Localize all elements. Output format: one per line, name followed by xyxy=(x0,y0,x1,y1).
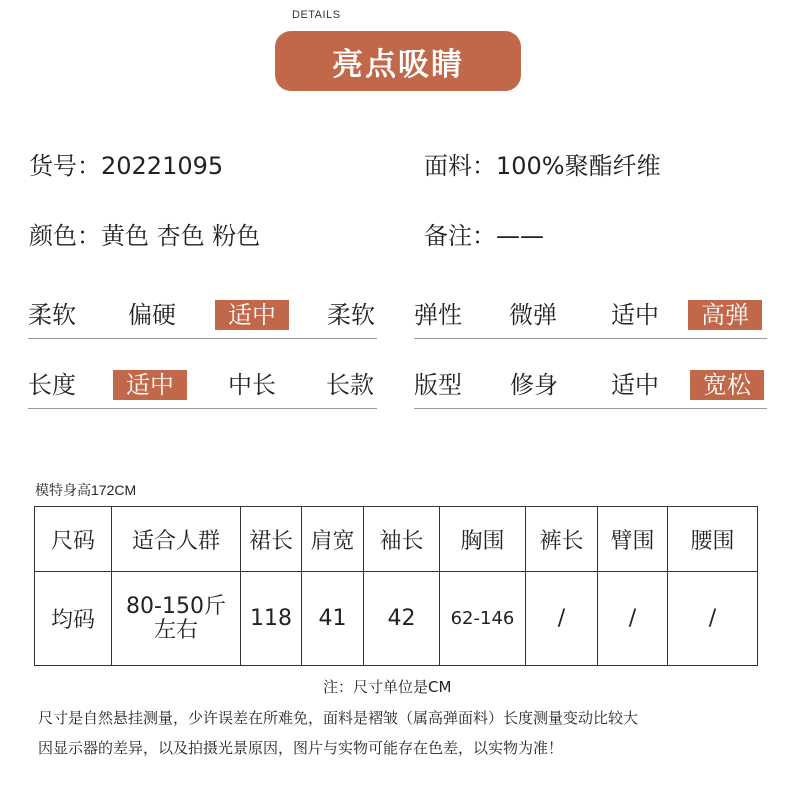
disclaimer-line-1: 尺寸是自然悬挂测量，少许误差在所难免，面料是褶皱（属高弹面料）长度测量变动比较大 xyxy=(38,709,639,727)
header-shoulder-width: 肩宽 xyxy=(302,507,364,572)
header-skirt-length: 裙长 xyxy=(241,507,302,572)
elasticity-option-medium: 适中 xyxy=(611,301,659,329)
details-label: DETAILS xyxy=(292,9,341,21)
cell-skirt-length: 118 xyxy=(241,572,302,666)
elasticity-option-high-selected: 高弹 xyxy=(688,300,762,330)
unit-note: 注：尺寸单位是CM xyxy=(323,678,452,696)
header-arm-circumference: 臂围 xyxy=(598,507,668,572)
softness-rule xyxy=(28,338,377,339)
fit-rule xyxy=(414,408,767,409)
header-pants-length: 裤长 xyxy=(526,507,598,572)
header-sleeve-length: 袖长 xyxy=(364,507,440,572)
elasticity-option-slight: 微弹 xyxy=(509,301,557,329)
cell-waist: / xyxy=(668,572,758,666)
length-option-midlength: 中长 xyxy=(228,371,276,399)
cell-arm-circumference: / xyxy=(598,572,668,666)
attribute-label-fit: 版型 xyxy=(414,371,462,399)
softness-option-soft: 柔软 xyxy=(327,301,375,329)
item-number: 货号：20221095 xyxy=(29,152,224,180)
cell-pants-length: / xyxy=(526,572,598,666)
cell-shoulder-width: 41 xyxy=(302,572,364,666)
length-option-medium-selected: 适中 xyxy=(113,370,187,400)
cell-bust: 62-146 xyxy=(440,572,526,666)
cell-sleeve-length: 42 xyxy=(364,572,440,666)
attribute-label-length: 长度 xyxy=(28,371,76,399)
softness-option-hard: 偏硬 xyxy=(128,301,176,329)
fit-option-medium: 适中 xyxy=(611,371,659,399)
attribute-label-softness: 柔软 xyxy=(28,301,76,329)
disclaimer-line-2: 因显示器的差异，以及拍摄光景原因，图片与实物可能存在色差，以实物为准！ xyxy=(38,739,564,757)
elasticity-rule xyxy=(414,338,767,339)
header-bust: 胸围 xyxy=(440,507,526,572)
remark-info: 备注：—— xyxy=(424,222,544,250)
fit-option-slim: 修身 xyxy=(510,371,558,399)
size-table-row xyxy=(35,572,758,666)
fabric-info: 面料：100%聚酯纤维 xyxy=(424,152,661,180)
fit-option-loose-selected: 宽松 xyxy=(690,370,764,400)
header-size: 尺码 xyxy=(35,507,112,572)
header-suitable-group: 适合人群 xyxy=(112,507,241,572)
length-option-long: 长款 xyxy=(326,371,374,399)
header-waist: 腰围 xyxy=(668,507,758,572)
cell-size: 均码 xyxy=(35,572,112,666)
length-rule xyxy=(28,408,377,409)
attribute-label-elasticity: 弹性 xyxy=(414,301,462,329)
color-info: 颜色：黄色 杏色 粉色 xyxy=(29,222,261,250)
model-height-note: 模特身高172CM xyxy=(35,482,137,498)
cell-suitable-group: 80-150斤 左右 xyxy=(112,572,241,666)
size-table xyxy=(34,506,758,666)
softness-option-medium-selected: 适中 xyxy=(215,300,289,330)
size-table-header-row xyxy=(35,507,758,572)
section-title-banner: 亮点吸睛 xyxy=(275,31,521,91)
